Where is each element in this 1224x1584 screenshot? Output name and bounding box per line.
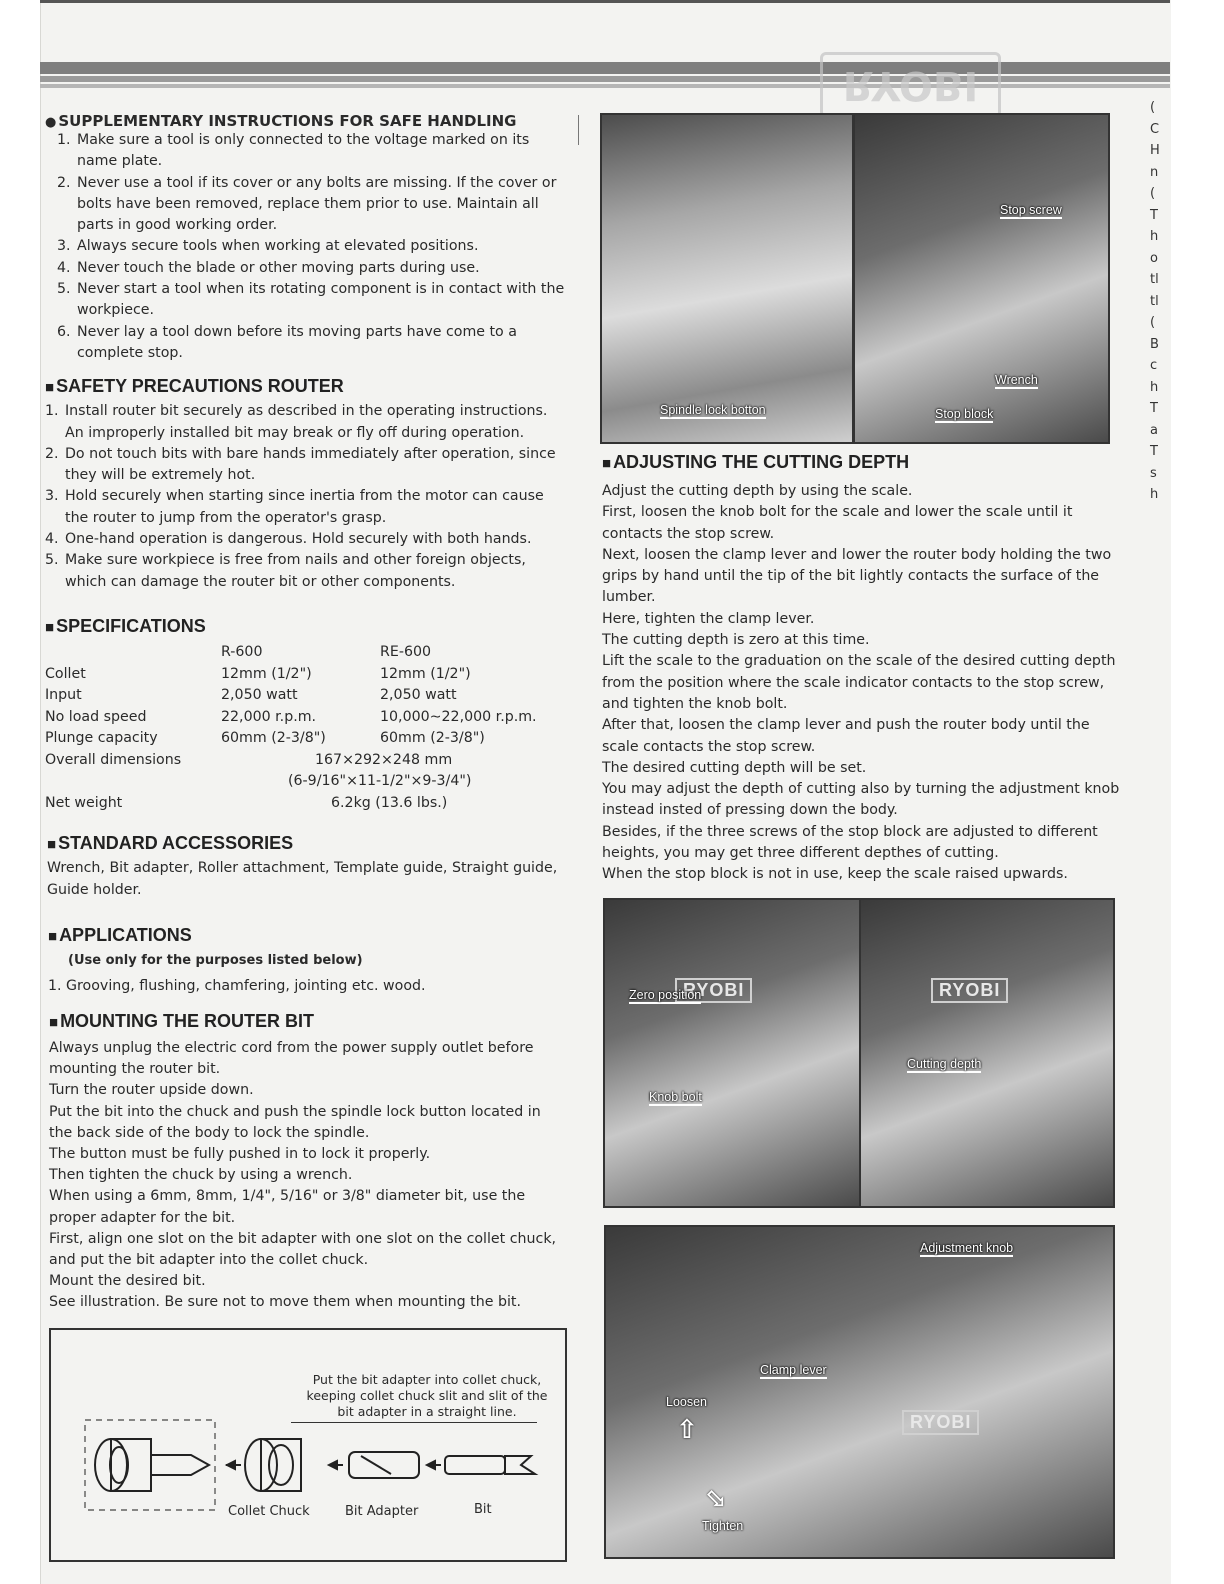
spec-r600: 22,000 r.p.m. <box>221 708 317 725</box>
spec-label: Plunge capacity <box>45 730 158 746</box>
item-number: 3. <box>45 488 59 505</box>
photo-spindle-lock <box>600 113 854 444</box>
text-line: Adjust the cutting depth by using the scale. <box>602 483 913 499</box>
edge-fragment: tl <box>1150 293 1159 309</box>
item-number: 1. <box>57 132 71 148</box>
edge-fragment: h <box>1150 379 1159 395</box>
model-re600: RE-600 <box>380 644 432 660</box>
list-item <box>45 322 565 365</box>
edge-fragment: o <box>1150 250 1158 266</box>
bit-adapter-label: Bit Adapter <box>345 1504 419 1519</box>
adjustment-knob-label: Adjustment knob <box>920 1241 1014 1255</box>
list-item <box>45 258 565 279</box>
text-line: Besides, if the three screws of the stop block are adjusted to different heights, you may get three different depthes of cutting. <box>602 823 1098 862</box>
spec-row-weight <box>45 795 565 817</box>
spec-label: Net weight <box>45 794 123 811</box>
text-line: Put the bit into the chuck and push the spindle lock button located in the back side of the body to lock the spindle. <box>49 1103 541 1141</box>
ghost-logo: RYOBI <box>820 52 1001 118</box>
mounting-heading: ■ MOUNTING THE ROUTER BIT <box>49 1011 563 1032</box>
accessories-text: Wrench, Bit adapter, Roller attachment, Template guide, Straight guide, Guide holder. <box>47 860 558 898</box>
text-line: Turn the router upside down. <box>49 1082 254 1099</box>
item-number: 6. <box>57 323 71 340</box>
applications-section <box>48 925 563 997</box>
accessories-heading: ■ STANDARD ACCESSORIES <box>47 833 562 854</box>
edge-fragment: h <box>1150 487 1159 502</box>
collet-chuck-icon <box>226 1439 301 1491</box>
dimensions-inches: (6-9/16"×11-1/2"×9-3/4") <box>288 773 472 789</box>
list-item <box>45 529 565 550</box>
item-number: 5. <box>45 552 59 569</box>
spindle-lock-label: Spindle lock botton <box>660 403 766 417</box>
text-line: The desired cutting depth will be set. <box>602 759 867 776</box>
text-line: Here, tighten the clamp lever. <box>602 610 815 627</box>
list-item <box>45 173 565 237</box>
spec-label: No load speed <box>45 708 147 725</box>
spec-row <box>45 687 565 709</box>
item-text: Install router bit securely as described in the operating instructions. An improperly installed bit may break or fly off during operation. <box>65 403 548 441</box>
edge-fragment: T <box>1150 401 1158 416</box>
spec-re600: 10,000∼22,000 r.p.m. <box>380 708 537 725</box>
spec-label: Collet <box>45 665 86 682</box>
list-item <box>45 550 565 593</box>
item-text: Never touch the blade or other moving parts during use. <box>77 259 480 276</box>
photo-adjustment-knob <box>604 1225 1115 1559</box>
list-item <box>45 401 565 444</box>
collet-parts-drawing <box>51 1330 561 1530</box>
text-line: When using a 6mm, 8mm, 1/4", 5/16" or 3/8" diameter bit, use the proper adapter for the bit. <box>49 1188 526 1226</box>
spec-r600: 2,050 watt <box>221 687 298 703</box>
text-line: After that, loosen the clamp lever and push the router body until the scale contacts the stop screw. <box>602 717 1090 755</box>
edge-fragment: a <box>1150 422 1158 438</box>
item-text: Never lay a tool down before its moving parts have come to a complete stop. <box>77 323 517 361</box>
collet-chuck-label: Collet Chuck <box>228 1504 310 1519</box>
item-text: Always secure tools when working at elevated positions. <box>77 238 479 255</box>
item-text: Make sure workpiece is free from nails and other foreign objects, which can damage the router bit or other components. <box>65 552 526 590</box>
bit-adapter-icon <box>329 1452 419 1478</box>
specifications-table <box>45 644 565 816</box>
spec-header-row <box>45 644 565 666</box>
photo-cutting-depth <box>859 898 1115 1208</box>
edge-fragment: T <box>1150 444 1158 459</box>
wrench-label: Wrench <box>995 373 1038 387</box>
item-text: Never use a tool if its cover or any bolts are missing. If the cover or bolts have been removed, replace them prior to use. Maintain all parts in good working order. <box>77 174 557 234</box>
list-item <box>45 444 565 487</box>
accessories-section <box>47 833 562 901</box>
list-item <box>45 130 565 173</box>
item-text: Hold securely when starting since inertia from the motor can cause the router to jump from the operator's grasp. <box>65 488 544 526</box>
supplementary-heading: ● SUPPLEMENTARY INSTRUCTIONS FOR SAFE HANDLING <box>45 112 565 130</box>
next-page-edge <box>1150 100 1180 1584</box>
item-number: 2. <box>45 445 59 462</box>
item-number: 5. <box>57 281 71 298</box>
cutting-depth-label: Cutting depth <box>907 1057 982 1071</box>
spec-re600: 12mm (1/2") <box>380 665 471 682</box>
spec-r600: 60mm (2-3/8") <box>221 730 326 746</box>
mounting-section <box>49 1011 563 1314</box>
edge-fragment: tl <box>1150 272 1159 287</box>
item-number: 1. <box>45 403 59 420</box>
edge-fragment: T <box>1150 207 1158 223</box>
text-line: Always unplug the electric cord from the power supply outlet before mounting the router bit. <box>49 1040 534 1078</box>
spec-row-dimensions <box>45 752 565 774</box>
spec-row <box>45 730 565 752</box>
brand-logo: RYOBI <box>902 1410 979 1435</box>
item-text: One-hand operation is dangerous. Hold securely with both hands. <box>65 531 532 548</box>
text-line: Then tighten the chuck by using a wrench. <box>49 1167 353 1184</box>
brand-logo: RYOBI <box>931 978 1008 1003</box>
edge-fragment: ( <box>1150 100 1156 115</box>
right-column <box>602 452 1122 886</box>
mounting-text <box>49 1038 563 1314</box>
spec-label: Overall dimensions <box>45 751 182 768</box>
text-line: The cutting depth is zero at this time. <box>602 632 870 649</box>
list-item <box>45 236 565 257</box>
knob-bolt-label: Knob bolt <box>649 1090 702 1104</box>
stop-screw-label: Stop screw <box>1000 203 1062 217</box>
assembled-collet-icon <box>95 1439 209 1491</box>
spec-row <box>45 666 565 688</box>
item-number: 2. <box>57 174 71 191</box>
edge-fragment: h <box>1150 229 1159 244</box>
spec-row <box>45 709 565 731</box>
edge-fragment: s <box>1150 465 1157 481</box>
bit-mounting-diagram <box>49 1328 567 1562</box>
stop-block-label: Stop block <box>935 407 994 421</box>
text-line: See illustration. Be sure not to move them when mounting the bit. <box>49 1294 521 1311</box>
specifications-heading: ■ SPECIFICATIONS <box>45 616 206 637</box>
text-line: First, align one slot on the bit adapter with one slot on the collet chuck, and put the bit adapter into the collet chuck. <box>49 1230 557 1269</box>
diagonal-arrow-icon: ⇧ <box>696 1479 734 1517</box>
bit-label: Bit <box>474 1502 492 1517</box>
spec-re600: 60mm (2-3/8") <box>380 730 485 746</box>
model-r600: R-600 <box>221 644 263 660</box>
text-line: Next, loosen the clamp lever and lower the router body holding the two grips by hand until the tip of the bit lightly contacts the surface of the lumber. <box>602 546 1112 606</box>
top-rule <box>40 0 1170 3</box>
precautions-heading: ■ SAFETY PRECAUTIONS ROUTER <box>45 376 565 397</box>
applications-item: 1. Grooving, flushing, chamfering, jointing etc. wood. <box>48 977 426 994</box>
item-text: Make sure a tool is only connected to the voltage marked on its name plate. <box>77 132 530 170</box>
photo-zero-position <box>603 898 861 1208</box>
text-line: You may adjust the depth of cutting also by turning the adjustment knob instead insted of pressing down the body. <box>602 781 1120 819</box>
edge-fragment: H <box>1150 143 1160 158</box>
spec-row-dimensions-in <box>45 773 565 795</box>
brand-logo: RYOBI <box>675 978 752 1003</box>
photo-stop-block <box>853 113 1110 444</box>
supplementary-list <box>45 130 565 364</box>
item-text: Do not touch bits with bare hands immediately after operation, since they will be extremely hot. <box>65 445 556 484</box>
loosen-label: Loosen <box>666 1395 708 1409</box>
applications-heading: ■ APPLICATIONS <box>48 925 563 946</box>
left-column <box>45 112 565 593</box>
zero-position-label: Zero position <box>629 988 702 1002</box>
edge-fragment: B <box>1150 336 1159 352</box>
edge-fragment: n <box>1150 164 1159 180</box>
column-separator <box>578 115 579 145</box>
edge-fragment: C <box>1150 121 1160 137</box>
spec-label: Input <box>45 687 82 703</box>
text-line: Lift the scale to the graduation on the scale of the desired cutting depth from the position where the scale indicator contacts to the stop screw, and tighten the knob bolt. <box>602 653 1116 712</box>
cutting-depth-heading: ■ ADJUSTING THE CUTTING DEPTH <box>602 452 1122 473</box>
list-item <box>45 279 565 322</box>
edge-fragment: ( <box>1150 315 1156 330</box>
item-number: 3. <box>57 238 71 255</box>
text-line: First, loosen the knob bolt for the scale and lower the scale until it contacts the stop screw. <box>602 504 1073 542</box>
clamp-lever-label: Clamp lever <box>760 1363 827 1377</box>
spec-r600: 12mm (1/2") <box>221 665 312 682</box>
text-line: When the stop block is not in use, keep the scale raised upwards. <box>602 866 1068 883</box>
spec-re600: 2,050 watt <box>380 687 457 703</box>
list-item <box>45 486 565 529</box>
bit-icon <box>427 1456 535 1474</box>
weight-value: 6.2kg (13.6 lbs.) <box>331 794 448 811</box>
tighten-label: Tighten <box>702 1519 744 1533</box>
edge-fragment: c <box>1150 358 1158 373</box>
applications-note: (Use only for the purposes listed below) <box>68 953 363 968</box>
item-number: 4. <box>57 259 71 276</box>
precautions-list <box>45 401 565 593</box>
item-text: Never start a tool when its rotating component is in contact with the workpiece. <box>77 281 565 319</box>
dimensions-mm: 167×292×248 mm <box>315 751 453 768</box>
edge-fragment: ( <box>1150 186 1156 201</box>
up-arrow-icon: ⇧ <box>676 1415 698 1445</box>
item-number: 4. <box>45 531 59 548</box>
text-line: Mount the desired bit. <box>49 1273 206 1290</box>
text-line: The button must be fully pushed in to lock it properly. <box>49 1146 431 1163</box>
cutting-depth-text <box>602 481 1122 886</box>
diagram-instruction: Put the bit adapter into collet chuck, keeping collet chuck slit and slit of the bit adapter in a straight line. <box>306 1372 548 1419</box>
